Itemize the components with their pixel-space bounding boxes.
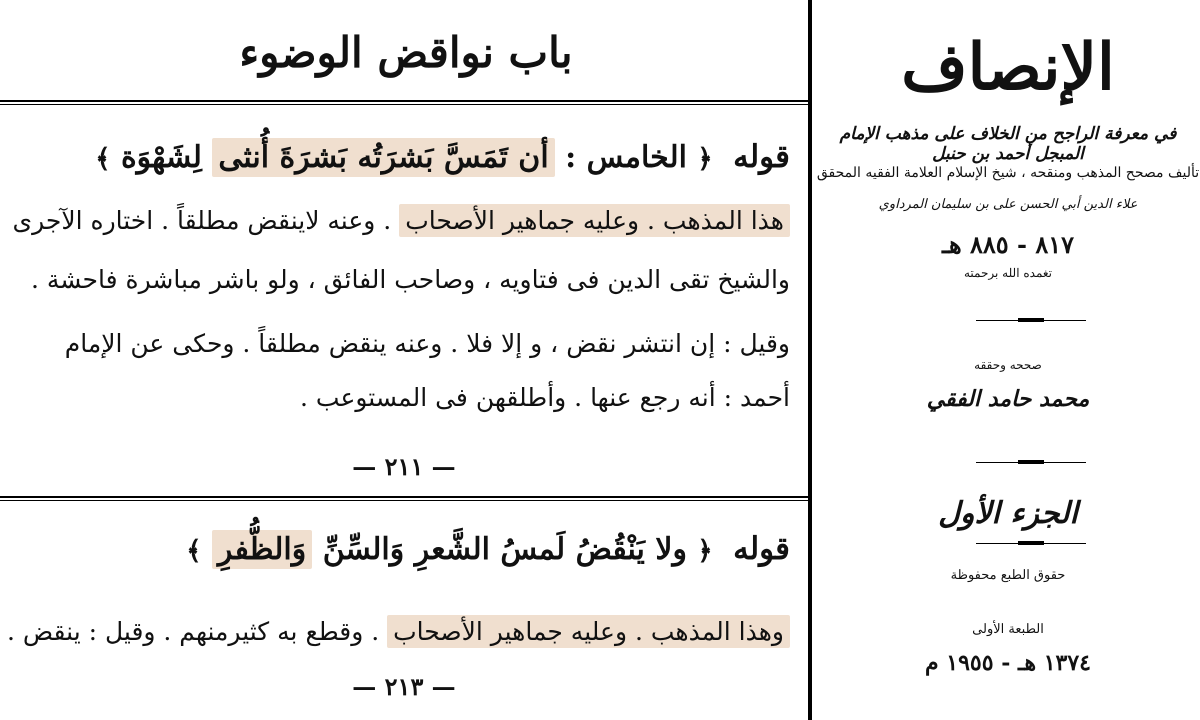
highlighted-verse: وَالظُّفرِ <box>212 530 312 569</box>
verse-line-1 <box>16 140 790 174</box>
text-rest: . وقطع به كثيرمنهم . وقيل : ينقض . <box>6 617 380 646</box>
qawluh-label: قوله <box>733 531 790 567</box>
divider <box>0 496 808 498</box>
rights-notice: حقوق الطبع محفوظة <box>950 568 1066 583</box>
divider <box>0 500 808 501</box>
verse-pre: ولا يَنْقُضُ لَمسُ الشَّعرِ وَالسِّنِّ <box>322 532 687 567</box>
text-line-2 <box>12 206 790 235</box>
qawluh-label: قوله <box>733 139 790 175</box>
page-number: — ٢١١ — <box>352 452 456 481</box>
chapter-title: باب نواقض الوضوء <box>239 28 573 77</box>
edited-label: صححه وحققه <box>974 358 1042 372</box>
ornament-divider <box>976 543 1086 544</box>
author-line: تأليف مصحح المذهب ومنقحه ، شيخ الإسلام العلامة الفقيه المحقق <box>816 165 1200 181</box>
ornament-divider <box>976 320 1086 321</box>
highlighted-text: وهذا المذهب . وعليه جماهير الأصحاب <box>387 615 790 648</box>
close-bracket: ﴾ <box>95 144 111 174</box>
verse-pre: الخامس : <box>565 140 687 175</box>
verse-post: لِشَهْوَة <box>120 140 202 175</box>
divider <box>0 100 808 102</box>
verse-line-2 <box>16 532 790 566</box>
ornament-divider <box>976 462 1086 463</box>
edition-date: ١٣٧٤ هـ - ١٩٥٥ م <box>925 650 1091 676</box>
open-bracket: ﴿ <box>697 536 713 566</box>
text-line-5: أحمد : أنه رجع عنها . وأطلقهن فى المستوعب . <box>300 383 790 412</box>
book-subtitle: في معرفة الراجح من الخلاف على مذهب الإمام المبجل أحمد بن حنبل <box>839 124 1177 164</box>
text-line-6 <box>6 617 790 646</box>
text-line-3: والشيخ تقى الدين فى فتاويه ، وصاحب الفائق ، ولو باشر مباشرة فاحشة . <box>30 265 790 294</box>
open-bracket: ﴿ <box>697 144 713 174</box>
text-line-4: وقيل : إن انتشر نقض ، و إلا فلا . وعنه ينقض مطلقاً . وحكى عن الإمام <box>64 329 790 358</box>
highlighted-text: هذا المذهب . وعليه جماهير الأصحاب <box>399 204 790 237</box>
author-name: علاء الدين أبي الحسن على بن سليمان المرداوي <box>878 197 1138 212</box>
highlighted-verse: أن تَمَسَّ بَشرَتُه بَشرَةَ أُنثى <box>212 138 554 177</box>
author-dates: ٨١٧ - ٨٨٥ هـ <box>941 230 1075 259</box>
close-bracket: ﴾ <box>186 536 202 566</box>
editor-name: محمد حامد الفقي <box>926 386 1090 412</box>
page-number: — ٢١٣ — <box>352 672 456 701</box>
book-title: الإنصاف <box>901 30 1115 105</box>
text-rest: . وعنه لاينقض مطلقاً . اختاره الآجرى <box>12 206 392 235</box>
edition-label: الطبعة الأولى <box>972 622 1044 637</box>
mercy-phrase: تغمده الله برحمته <box>963 266 1053 280</box>
volume-label: الجزء الأول <box>938 496 1078 531</box>
divider <box>0 104 808 105</box>
title-page <box>816 0 1200 720</box>
